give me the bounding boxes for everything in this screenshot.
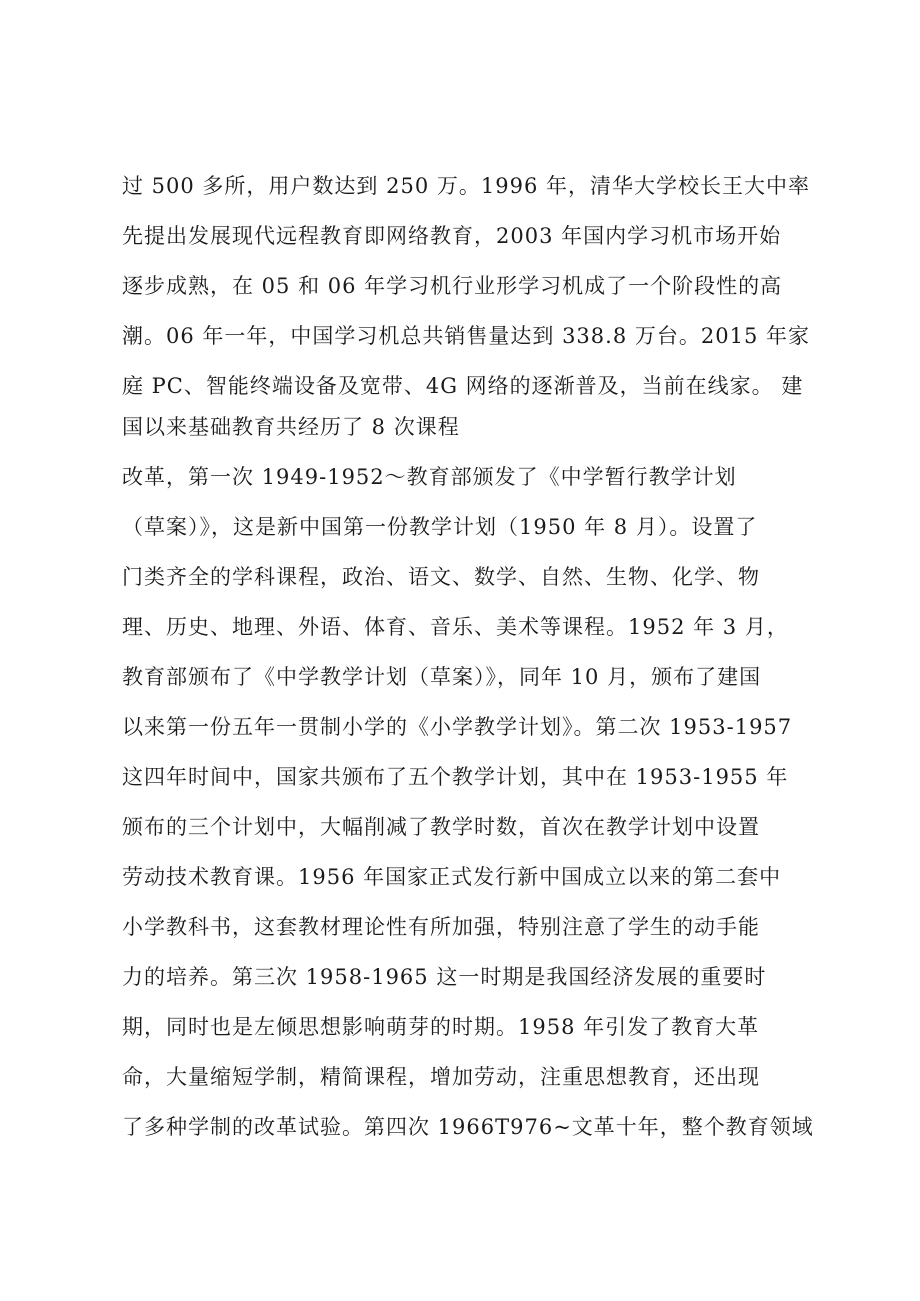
text-line: （草案）》，这是新中国第一份教学计划（1950 年 8 月）。设置了 bbox=[122, 515, 758, 539]
text-line: 国以来基础教育共经历了 8 次课程 bbox=[122, 415, 460, 439]
text-line: 理、历史、地理、外语、体育、音乐、美术等课程。1952 年 3 月， bbox=[122, 615, 789, 639]
text-line: 改革，第一次 1949-1952～教育部颁发了《中学暂行教学计划 bbox=[122, 465, 737, 489]
text-line: 劳动技术教育课。1956 年国家正式发行新中国成立以来的第二套中 bbox=[122, 865, 782, 889]
text-line: 命，大量缩短学制，精简课程，增加劳动，注重思想教育，还出现 bbox=[122, 1065, 760, 1089]
text-line: 教育部颁布了《中学教学计划（草案）》，同年 10 月，颁布了建国 bbox=[122, 665, 762, 689]
text-line: 颁布的三个计划中，大幅削减了教学时数，首次在教学计划中设置 bbox=[122, 815, 760, 839]
text-line: 小学教科书，这套教材理论性有所加强，特别注意了学生的动手能 bbox=[122, 915, 760, 939]
text-line: 了多种学制的改革试验。第四次 1966T976~文革十年，整个教育领域 bbox=[122, 1115, 814, 1139]
text-line: 庭 PC、智能终端设备及宽带、4G 网络的逐渐普及，当前在线家。 建 bbox=[122, 374, 804, 398]
text-line: 期，同时也是左倾思想影响萌芽的时期。1958 年引发了教育大革 bbox=[122, 1015, 760, 1039]
text-line: 力的培养。第三次 1958-1965 这一时期是我国经济发展的重要时 bbox=[122, 965, 767, 989]
text-line: 以来第一份五年一贯制小学的《小学教学计划》。第二次 1953-1957 bbox=[122, 715, 793, 739]
text-line: 门类齐全的学科课程，政治、语文、数学、自然、生物、化学、物 bbox=[122, 565, 760, 589]
text-line: 潮。06 年一年，中国学习机总共销售量达到 338.8 万台。2015 年家 bbox=[122, 324, 810, 348]
text-line: 先提出发展现代远程教育即网络教育，2003 年国内学习机市场开始 bbox=[122, 224, 782, 248]
text-line: 逐步成熟，在 05 和 06 年学习机行业形学习机成了一个阶段性的高 bbox=[122, 274, 783, 298]
text-line: 过 500 多所，用户数达到 250 万。1996 年，清华大学校长王大中率 bbox=[122, 174, 810, 198]
text-line: 这四年时间中，国家共颁布了五个教学计划，其中在 1953-1955 年 bbox=[122, 765, 789, 789]
